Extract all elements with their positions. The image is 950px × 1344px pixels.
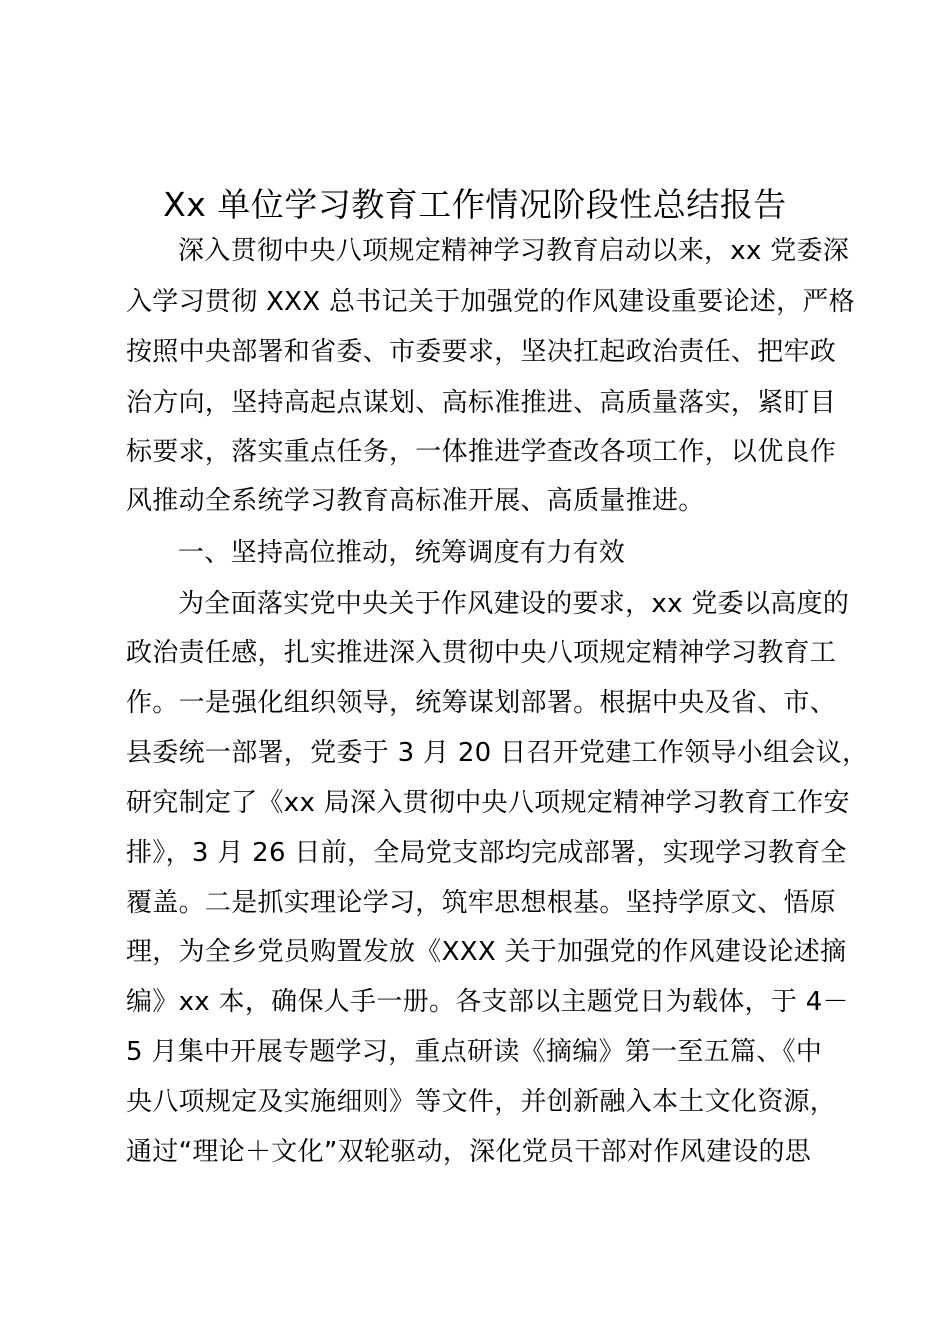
paragraph-2-line-7: 覆盖。二是抓实理论学习，筑牢思想根基。坚持学原文、悟原	[126, 888, 837, 918]
paragraph-2-line-1: 为全面落实党中央关于作风建设的要求，xx 党委以高度的	[178, 589, 850, 619]
section-heading-1: 一、坚持高位推动，统筹调度有力有效	[178, 538, 626, 568]
paragraph-2-line-3: 作。一是强化组织领导，统筹谋划部署。根据中央及省、市、	[126, 688, 837, 718]
paragraph-1-line-5: 标要求，落实重点任务，一体推进学查改各项工作，以优良作	[126, 437, 837, 467]
paragraph-1-line-1: 深入贯彻中央八项规定精神学习教育启动以来，xx 党委深	[178, 236, 850, 266]
paragraph-2-line-9: 编》xx 本，确保人手一册。各支部以主题党日为载体，于 4－	[126, 987, 849, 1017]
paragraph-2-line-8: 理，为全乡党员购置发放《XXX 关于加强党的作风建设论述摘	[126, 937, 847, 967]
paragraph-1-line-6: 风推动全系统学习教育高标准开展、高质量推进。	[126, 486, 705, 516]
paragraph-1-line-4: 治方向，坚持高起点谋划、高标准推进、高质量落实，紧盯目	[126, 388, 837, 418]
paragraph-1-line-3: 按照中央部署和省委、市委要求，坚决扛起政治责任、把牢政	[126, 337, 837, 367]
paragraph-2-line-4: 县委统一部署，党委于 3 月 20 日召开党建工作领导小组会议，	[126, 738, 869, 768]
paragraph-2-line-6: 排》，3 月 26 日前，全局党支部均完成部署，实现学习教育全	[126, 838, 847, 868]
document-title: Xx 单位学习教育工作情况阶段性总结报告	[163, 185, 787, 224]
paragraph-2-line-11: 央八项规定及实施细则》等文件，并创新融入本土文化资源，	[126, 1087, 837, 1117]
paragraph-2-line-10: 5 月集中开展专题学习，重点研读《摘编》第一至五篇、《中	[126, 1037, 823, 1067]
paragraph-1-line-2: 入学习贯彻 XXX 总书记关于加强党的作风建设重要论述，严格	[126, 287, 855, 317]
paragraph-2-line-2: 政治责任感，扎实推进深入贯彻中央八项规定精神学习教育工	[126, 638, 837, 668]
paragraph-2-line-5: 研究制定了《xx 局深入贯彻中央八项规定精神学习教育工作安	[126, 788, 850, 818]
paragraph-2-line-12: 通过“理论＋文化”双轮驱动，深化党员干部对作风建设的思	[126, 1137, 812, 1167]
